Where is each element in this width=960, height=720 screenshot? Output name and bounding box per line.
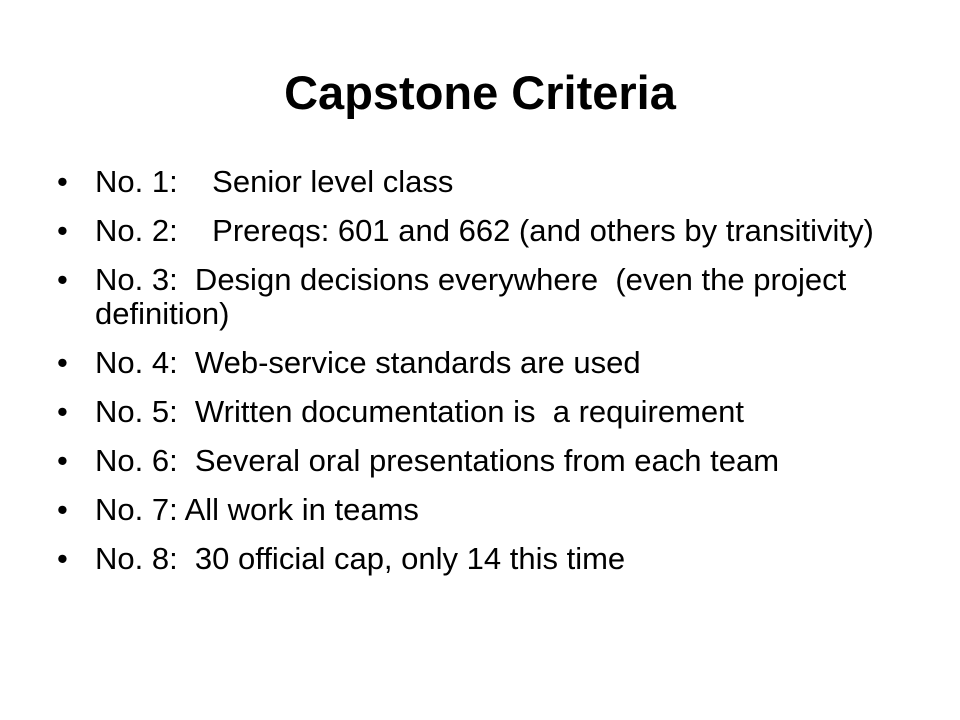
bullet-icon: • — [57, 213, 68, 248]
bullet-icon: • — [57, 262, 68, 297]
criterion-5-text: No. 5: Written documentation is a requirement — [95, 394, 745, 429]
list-item — [55, 263, 895, 331]
list-item — [55, 542, 895, 576]
criterion-7-text: No. 7: All work in teams — [95, 492, 419, 527]
bullet-icon: • — [57, 541, 68, 576]
criterion-2-text: No. 2: Prereqs: 601 and 662 (and others by transitivity) — [95, 213, 874, 248]
bullet-icon: • — [57, 394, 68, 429]
bullet-icon: • — [57, 443, 68, 478]
criterion-8-text: No. 8: 30 official cap, only 14 this time — [95, 541, 626, 576]
list-item — [55, 395, 895, 429]
bullet-icon: • — [57, 164, 68, 199]
bullet-icon: • — [57, 345, 68, 380]
criteria-list — [55, 165, 895, 591]
criterion-3-text: No. 3: Design decisions everywhere (even the project definition) — [95, 262, 855, 331]
slide-title: Capstone Criteria — [284, 66, 676, 119]
bullet-icon: • — [57, 492, 68, 527]
list-item — [55, 493, 895, 527]
criterion-1-text: No. 1: Senior level class — [95, 164, 454, 199]
list-item — [55, 165, 895, 199]
list-item — [55, 346, 895, 380]
criterion-6-text: No. 6: Several oral presentations from each team — [95, 443, 780, 478]
list-item — [55, 444, 895, 478]
list-item — [55, 214, 895, 248]
criterion-4-text: No. 4: Web-service standards are used — [95, 345, 641, 380]
